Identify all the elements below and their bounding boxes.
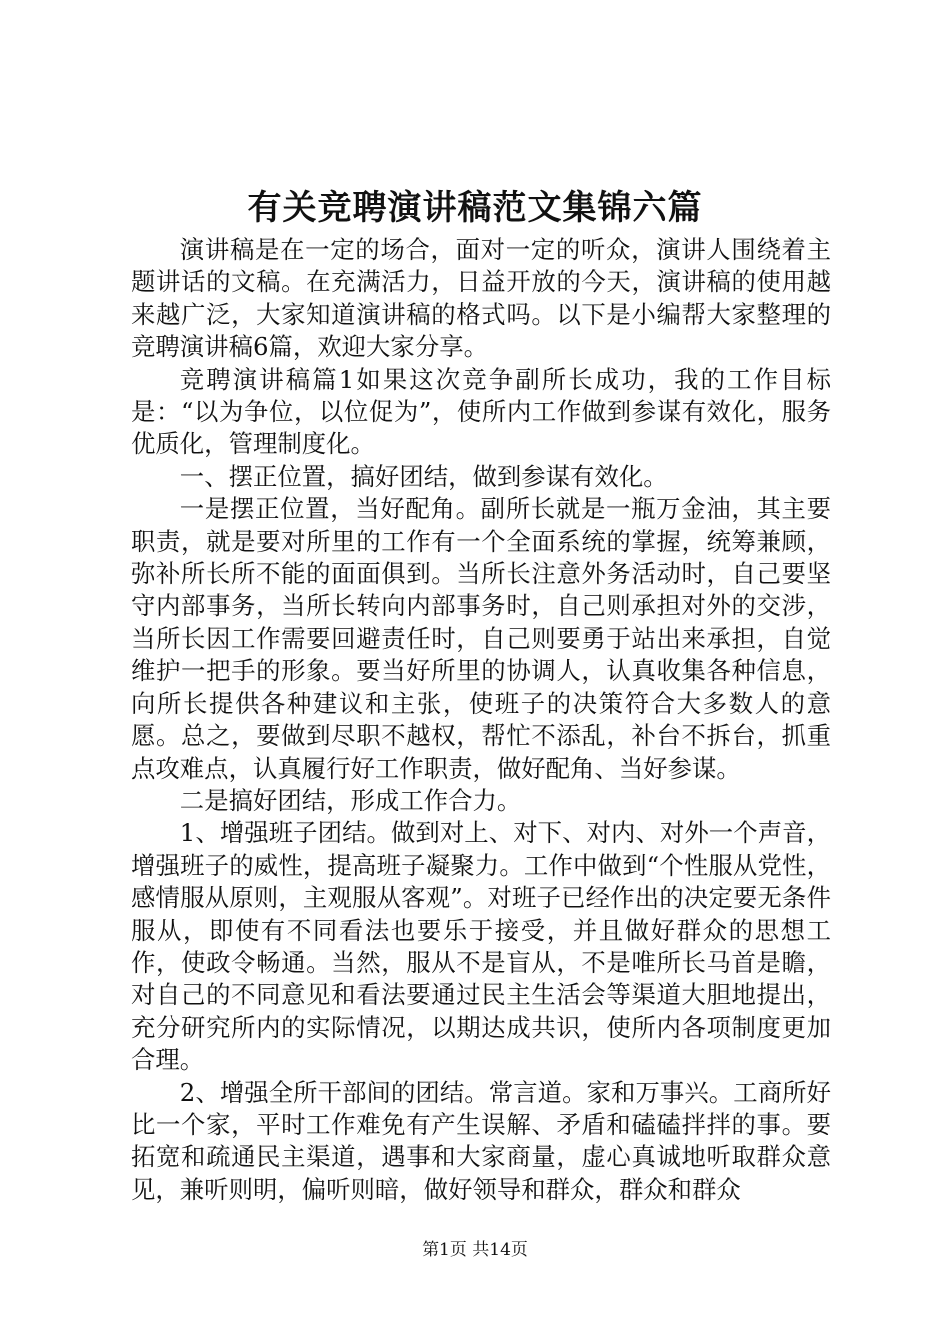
paragraph-speech-1-goal: 竞聘演讲稿篇1如果这次竞争副所长成功，我的工作目标是：“以为争位，以位促为”，使所内工作做到参谋有效化，服务优质化，管理制度化。 (131, 364, 831, 459)
paragraph-staff-unity: 2、增强全所干部间的团结。常言道。家和万事兴。工商所好比一个家，平时工作难免有产生误解、矛盾和磕磕拌拌的事。要拓宽和疏通民主渠道，遇事和大家商量，虚心真诚地听取群众意见，兼听则明，偏听则暗，做好领导和群众，群众和群众 (131, 1077, 831, 1204)
document-body (131, 234, 831, 1206)
document-title: 有关竞聘演讲稿范文集锦六篇 (247, 188, 703, 228)
paragraph-team-unity: 1、增强班子团结。做到对上、对下、对内、对外一个声音，增强班子的威性，提高班子凝聚力。工作中做到“个性服从党性，感情服从原则，主观服从客观”。对班子已经作出的决定要无条件服从，即使有不同看法也要乐于接受，并且做好群众的思想工作，使政令畅通。当然，服从不是盲从，不是唯所长马首是瞻，对自己的不同意见和看法要通过民主生活会等渠道大胆地提出，充分研究所内的实际情况，以期达成共识，使所内各项制度更加合理。 (131, 818, 831, 1075)
page-number-footer: 第1页 共14页 (422, 1240, 528, 1260)
paragraph-section-heading-1: 一、摆正位置，搞好团结，做到参谋有效化。 (179, 461, 668, 491)
paragraph-position: 一是摆正位置，当好配角。副所长就是一瓶万金油，其主要职责，就是要对所里的工作有一个全面系统的掌握，统筹兼顾，弥补所长所不能的面面俱到。当所长注意外务活动时，自己要坚守内部事务，当所长转向内部事务时，自己则承担对外的交涉，当所长因工作需要回避责任时，自己则要勇于站出来承担，自觉维护一把手的形象。要当好所里的协调人，认真收集各种信息，向所长提供各种建议和主张，使班子的决策符合大多数人的意愿。总之，要做到尽职不越权，帮忙不添乱，补台不拆台，抓重点攻难点，认真履行好工作职责，做好配角、当好参谋。 (131, 494, 831, 783)
paragraph-unity-heading: 二是搞好团结，形成工作合力。 (179, 785, 522, 815)
paragraph-intro: 演讲稿是在一定的场合，面对一定的听众，演讲人围绕着主题讲话的文稿。在充满活力，日益开放的今天，演讲稿的使用越来越广泛，大家知道演讲稿的格式吗。以下是小编帮大家整理的竞聘演讲稿6篇，欢迎大家分享。 (131, 235, 831, 362)
